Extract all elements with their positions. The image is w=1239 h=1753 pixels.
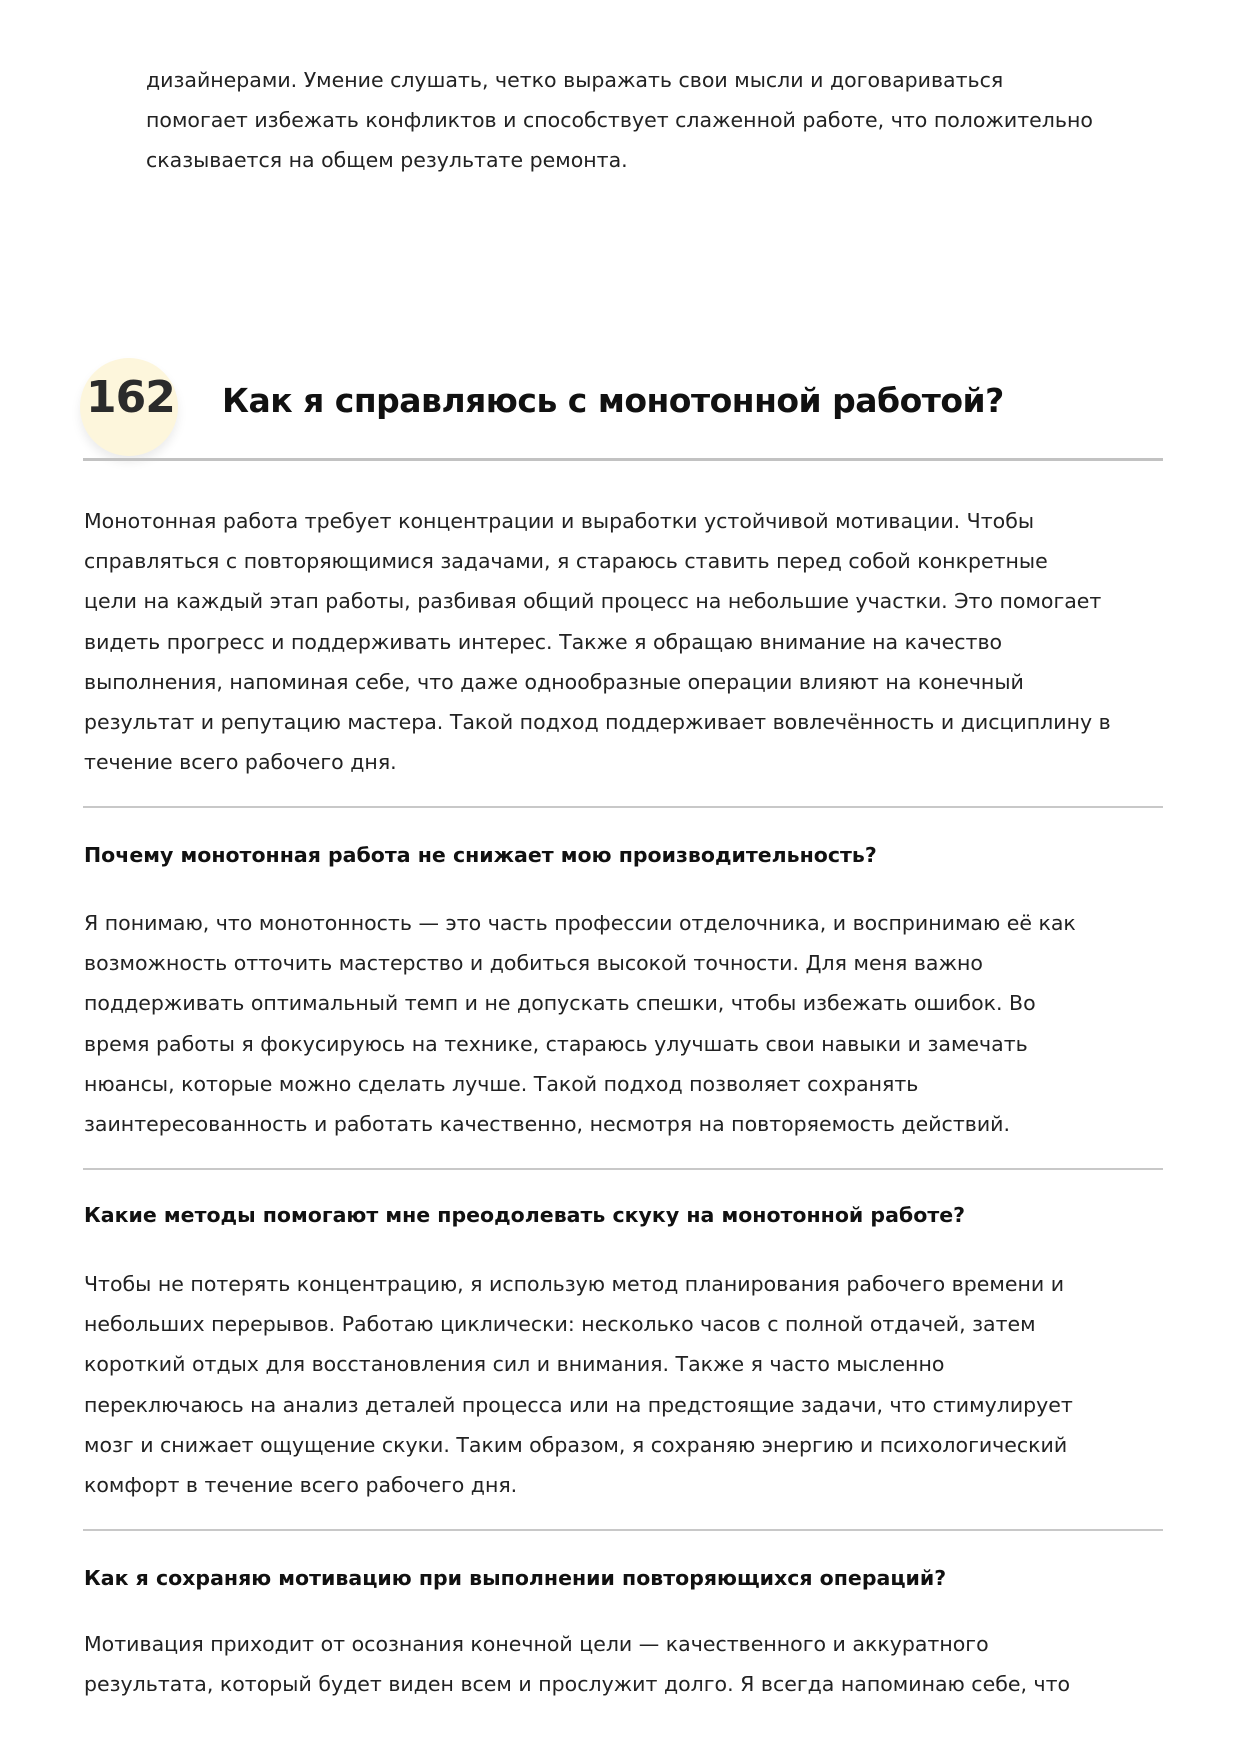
text-line: время работы я фокусируюсь на технике, стараюсь улучшать свои навыки и замечать xyxy=(84,1031,1028,1056)
subanswer-paragraph xyxy=(84,903,1164,1144)
text-line: Я понимаю, что монотонность — это часть профессии отделочника, и воспринимаю её как xyxy=(84,911,1076,935)
text-line: комфорт в течение всего рабочего дня. xyxy=(84,1473,518,1498)
text-line: короткий отдых для восстановления сил и внимания. Также я часто мысленно xyxy=(84,1352,945,1377)
text-line: видеть прогресс и поддерживать интерес. Также я обращаю внимание на качество xyxy=(84,629,1003,654)
title-divider xyxy=(83,458,1163,461)
divider xyxy=(83,1168,1163,1170)
text-line: нюансы, которые можно сделать лучше. Такой подход позволяет сохранять xyxy=(84,1071,919,1096)
text-line: небольших перерывов. Работаю циклически: несколько часов с полной отдачей, затем xyxy=(84,1312,1036,1337)
text-line: цели на каждый этап работы, разбивая общий процесс на небольшие участки. Это помогает xyxy=(84,589,1102,614)
intro-paragraph xyxy=(146,60,1226,181)
text-line: результат и репутацию мастера. Такой подход поддерживает вовлечённость и дисциплину в xyxy=(84,710,1111,735)
section-title: Как я справляюсь с монотонной работой? xyxy=(222,381,1004,420)
text-line: возможность отточить мастерство и добиться высокой точности. Для меня важно xyxy=(84,951,983,976)
text-line: дизайнерами. Умение слушать, четко выражать свои мысли и договариваться xyxy=(146,68,1004,92)
text-line: переключаюсь на анализ деталей процесса или на предстоящие задачи, что стимулирует xyxy=(84,1392,1073,1417)
subanswer-paragraph xyxy=(84,1264,1164,1505)
text-line: Чтобы не потерять концентрацию, я использую метод планирования рабочего времени и xyxy=(84,1272,1065,1296)
text-line: поддерживать оптимальный темп и не допускать спешки, чтобы избежать ошибок. Во xyxy=(84,991,1036,1016)
divider xyxy=(83,1529,1163,1531)
text-line: мозг и снижает ощущение скуки. Таким образом, я сохраняю энергию и психологический xyxy=(84,1432,1068,1457)
text-line: Мотивация приходит от осознания конечной цели — качественного и аккуратного xyxy=(84,1632,989,1656)
question-number: 162 xyxy=(86,372,175,423)
subquestion-heading: Какие методы помогают мне преодолевать скуку на монотонной работе? xyxy=(84,1203,965,1227)
subquestion-heading: Как я сохраняю мотивацию при выполнении повторяющихся операций? xyxy=(84,1566,947,1590)
text-line: результата, который будет виден всем и прослужит долго. Я всегда напоминаю себе, что xyxy=(84,1672,1071,1697)
text-line: заинтересованность и работать качественно, несмотря на повторяемость действий. xyxy=(84,1112,1011,1137)
divider xyxy=(83,806,1163,808)
text-line: выполнения, напоминая себе, что даже однообразные операции влияют на конечный xyxy=(84,669,1024,694)
text-line: течение всего рабочего дня. xyxy=(84,750,397,775)
answer-paragraph xyxy=(84,501,1164,782)
text-line: сказывается на общем результате ремонта. xyxy=(146,148,628,173)
subanswer-paragraph xyxy=(84,1624,1164,1704)
text-line: помогает избежать конфликтов и способствует слаженной работе, что положительно xyxy=(146,108,1093,133)
text-line: справляться с повторяющимися задачами, я стараюсь ставить перед собой конкретные xyxy=(84,549,1048,574)
text-line: Монотонная работа требует концентрации и выработки устойчивой мотивации. Чтобы xyxy=(84,509,1035,533)
subquestion-heading: Почему монотонная работа не снижает мою производительность? xyxy=(84,843,877,867)
